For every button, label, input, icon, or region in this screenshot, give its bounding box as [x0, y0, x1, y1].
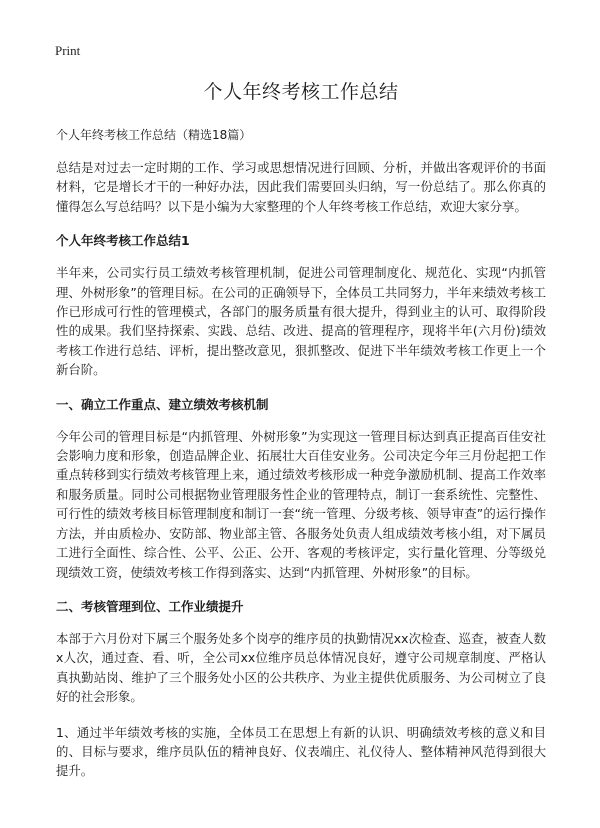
- section-1-paragraph: 半年来，公司实行员工绩效考核管理机制，促进公司管理制度化、规范化、实现“内抓管理、外树形象”的管理目标。在公司的正确领导下，全体员工共同努力，半年来绩效考核工作已形成可行性的管理模式，各部门的服务质量有很大提升，得到业主的认可、取得阶段性的成果。我们坚持探索、实践、总结、改进、提高的管理程序，现将半年(六月份)绩效考核工作进行总结、评析，提出整改意见，狠抓整改、促进下半年绩效考核工作更上一个新台阶。: [56, 265, 546, 378]
- subsection-b-heading: 二、考核管理到位、工作业绩提升: [56, 598, 244, 614]
- subsection-b-point-1: 1、通过半年绩效考核的实施，全体员工在思想上有新的认识、明确绩效考核的意义和目的、目标与要求，维序员队伍的精神良好、仪表端庄、礼仪待人、整体精神风范得到很大提升。: [56, 724, 546, 779]
- document-subtitle: 个人年终考核工作总结（精选18篇）: [56, 128, 252, 142]
- subsection-b-paragraph: 本部于六月份对下属三个服务处多个岗亭的维序员的执勤情况xx次检查、巡查，被查人数x人次，通过查、看、听，全公司xx位维序员总体情况良好，遵守公司规章制度、严格认真执勤站岗、维护了三个服务处小区的公共秩序、为业主提供优质服务、为公司树立了良好的社会形象。: [56, 630, 546, 705]
- section-1-heading: 个人年终考核工作总结1: [56, 233, 190, 249]
- print-link[interactable]: Print: [55, 43, 81, 58]
- subsection-a-paragraph: 今年公司的管理目标是“内抓管理、外树形象”为实现这一管理目标达到真正提高百佳安社会影响力度和形象，创造品牌企业、拓展壮大百佳安业务。公司决定今年三月份起把工作重点转移到实行绩效考核管理上来，通过绩效考核形成一种竞争激励机制、提高工作效率和服务质量。同时公司根据物业管理服务性企业的管理特点，制订一套系统性、完整性、可行性的绩效考核目标管理制度和制订一套“统一管理、分级考核、领导审查”的运行操作方法，并由质检办、安防部、物业部主管、各服务处负责人组成绩效考核小组，对下属员工进行全面性、综合性、公平、公正、公开、客观的考核评定，实行量化管理、分等级兑现绩效工资，使绩效考核工作得到落实、达到“内抓管理、外树形象”的目标。: [56, 428, 546, 580]
- subsection-a-heading: 一、确立工作重点、建立绩效考核机制: [56, 396, 269, 412]
- document-title: 个人年终考核工作总结: [203, 81, 399, 103]
- intro-paragraph: 总结是对过去一定时期的工作、学习或思想情况进行回顾、分析，并做出客观评价的书面材料，它是增长才干的一种好办法，因此我们需要回头归纳，写一份总结了。那么你真的懂得怎么写总结吗？以下是小编为大家整理的个人年终考核工作总结，欢迎大家分享。: [56, 160, 546, 214]
- document-body: [56, 78, 546, 797]
